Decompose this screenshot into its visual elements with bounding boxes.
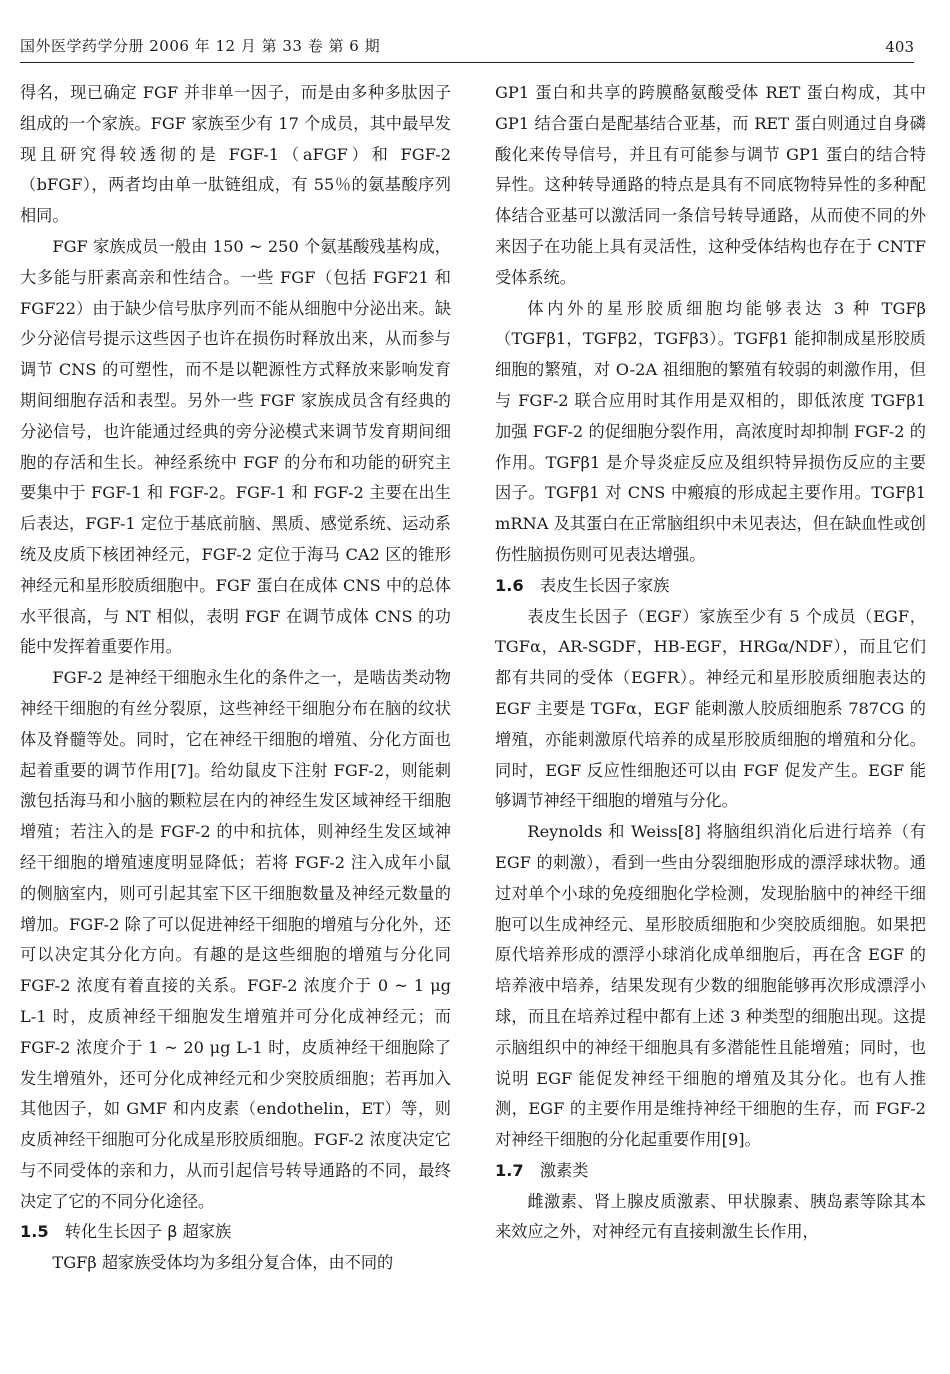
body-paragraph: 得名，现已确定 FGF 并非单一因子，而是由多种多肽因子组成的一个家族。FGF 家族至少有 17 个成员，其中最早发现且研究得较透彻的是 FGF-1（aFGF）和 FGF-2（bFGF），两者均由单一肽链组成，有 55％的氨基酸序列相同。	[20, 83, 451, 226]
body-paragraph: FGF 家族成员一般由 150 ~ 250 个氨基酸残基构成，大多能与肝素高亲和性结合。一些 FGF（包括 FGF21 和 FGF22）由于缺少信号肽序列而不能从细胞中分泌出来。缺少分泌信号提示这些因子也许在损伤时释放出来，从而参与调节 CNS 的可塑性，而不是以靶源性方式释放来影响发育期间细胞存活和表型。另外一些 FGF 家族成员含有经典的分泌信号，也许能通过经典的旁分泌模式来调节发育期间细胞的存活和生长。神经系统中 FGF 的分布和功能的研究主要集中于 FGF-1 和 FGF-2。FGF-1 和 FGF-2 主要在出生后表达，FGF-1 定位于基底前脑、黑质、感觉系统、运动系统及皮质下核团神经元，FGF-2 定位于海马 CA2 区的锥形神经元和星形胶质细胞中。FGF 蛋白在成体 CNS 中的总体水平很高，与 NT 相似，表明 FGF 在调节成体 CNS 的功能中发挥着重要作用。	[20, 236, 451, 657]
section-number: 1.5	[20, 1222, 49, 1242]
section-number: 1.7	[495, 1160, 524, 1180]
running-header	[20, 34, 914, 63]
body-paragraph: Reynolds 和 Weiss[8] 将脑组织消化后进行培养（有 EGF 的刺激），看到一些由分裂细胞形成的漂浮球状物。通过对单个小球的免疫细胞化学检测，发现胎脑中的神经干细胞可以生成神经元、星形胶质细胞和少突胶质细胞。如果把原代培养形成的漂浮小球消化成单细胞后，再在含 EGF 的培养液中培养，结果发现有少数的细胞能够再次形成漂浮小球，而且在培养过程中都有上述 3 种类型的细胞出现。这提示脑组织中的神经干细胞具有多潜能性且能增殖；同时，也说明 EGF 能促发神经干细胞的增殖及其分化。也有人推测，EGF 的主要作用是维持神经干细胞的生存，而 FGF-2 对神经干细胞的分化起重要作用[9]。	[495, 822, 926, 1150]
page-number: 403	[885, 38, 914, 56]
section-title: 表皮生长因子家族	[539, 575, 670, 595]
body-paragraph: FGF-2 是神经干细胞永生化的条件之一，是啮齿类动物神经干细胞的有丝分裂原，这些神经干细胞分布在脑的纹状体及脊髓等处。同时，它在神经干细胞的增殖、分化方面也起着重要的调节作用[7]。给幼鼠皮下注射 FGF-2，则能刺激包括海马和小脑的颗粒层在内的神经生发区域神经干细胞增殖；若注入的是 FGF-2 的中和抗体，则神经生发区域神经干细胞的增殖速度明显降低；若将 FGF-2 注入成年小鼠的侧脑室内，则可引起其室下区干细胞数量及神经元数量的增加。FGF-2 除了可以促进神经干细胞的增殖与分化外，还可以决定其分化方向。有趣的是这些细胞的增殖与分化同 FGF-2 浓度有着直接的关系。FGF-2 浓度介于 0 ~ 1 μg L-1 时，皮质神经干细胞发生增殖并可分化成神经元；而 FGF-2 浓度介于 1 ~ 20 μg L-1 时，皮质神经干细胞除了发生增殖外，还可分化成神经元和少突胶质细胞；若再加入其他因子，如 GMF 和内皮素（endothelin，ET）等，则皮质神经干细胞可分化成星形胶质细胞。FGF-2 浓度决定它与不同受体的亲和力，从而引起信号转导通路的不同，最终决定了它的不同分化途径。	[20, 668, 451, 1211]
body-paragraph: 体内外的星形胶质细胞均能够表达 3 种 TGFβ（TGFβ1，TGFβ2，TGFβ3）。TGFβ1 能抑制成星形胶质细胞的繁殖，对 O-2A 祖细胞的繁殖有较弱的刺激作用，但与 FGF-2 联合应用时其作用是双相的，即低浓度 TGFβ1 加强 FGF-2 的促细胞分裂作用，高浓度时却抑制 FGF-2 的作用。TGFβ1 是介导炎症反应及组织特异损伤反应的主要因子。TGFβ1 对 CNS 中瘢痕的形成起主要作用。TGFβ1 mRNA 及其蛋白在正常脑组织中未见表达，但在缺血性或创伤性脑损伤则可见表达增强。	[495, 298, 926, 564]
left-column	[20, 78, 451, 1279]
section-heading	[495, 1156, 926, 1187]
section-heading	[20, 1217, 451, 1248]
body-paragraph: TGFβ 超家族受体均为多组分复合体，由不同的	[52, 1253, 394, 1273]
right-column	[495, 78, 926, 1248]
journal-info: 国外医学药学分册 2006 年 12 月 第 33 卷 第 6 期	[20, 37, 381, 55]
body-paragraph: GP1 蛋白和共享的跨膜酪氨酸受体 RET 蛋白构成，其中 GP1 结合蛋白是配基结合亚基，而 RET 蛋白则通过自身磷酸化来传导信号，并且有可能参与调节 GP1 蛋白的结合特异性。这种转导通路的特点是具有不同底物特异性的多种配体结合亚基可以激活同一条信号转导通路，从而使不同的外来因子在功能上具有灵活性，这种受体结构也存在于 CNTF 受体系统。	[495, 83, 926, 287]
body-paragraph: 雌激素、肾上腺皮质激素、甲状腺素、胰岛素等除其本来效应之外，对神经元有直接刺激生长作用，	[495, 1191, 926, 1242]
section-title: 激素类	[539, 1160, 589, 1180]
section-heading	[495, 571, 926, 602]
section-title: 转化生长因子 β 超家族	[64, 1222, 232, 1242]
body-paragraph: 表皮生长因子（EGF）家族至少有 5 个成员（EGF，TGFα，AR-SGDF，HB-EGF，HRGα/NDF），而且它们都有共同的受体（EGFR）。神经元和星形胶质细胞表达的 EGF 主要是 TGFα，EGF 能刺激人胶质细胞系 787CG 的增殖，亦能刺激原代培养的成星形胶质细胞的增殖和分化。同时，EGF 反应性细胞还可以由 FGF 促发产生。EGF 能够调节神经干细胞的增殖与分化。	[495, 606, 926, 811]
section-number: 1.6	[495, 575, 524, 595]
